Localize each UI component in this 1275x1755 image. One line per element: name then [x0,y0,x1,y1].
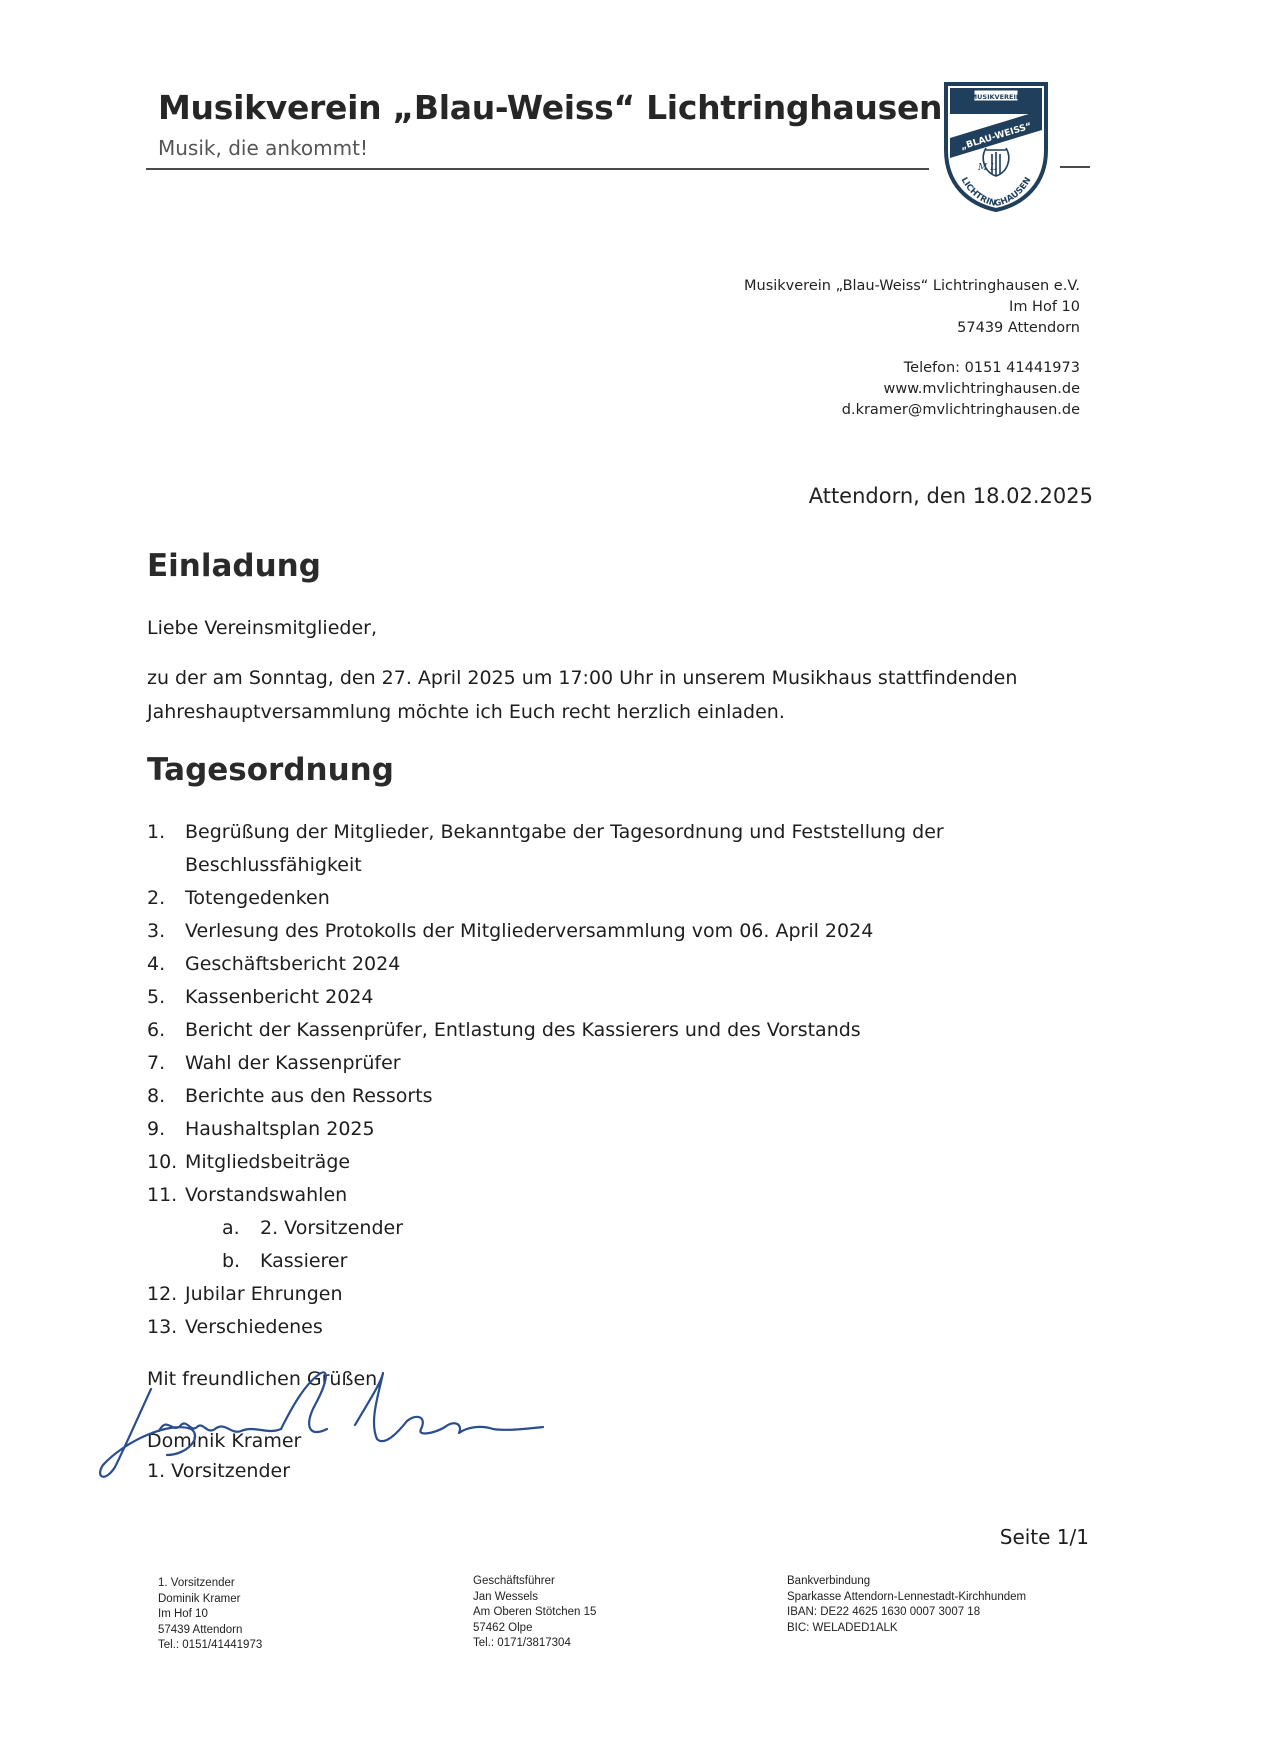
footer-manager-city: 57462 Olpe [473,1621,533,1634]
agenda-item-number: 4. [147,953,166,975]
header-divider [146,168,929,170]
agenda-item-text: Verschiedenes [185,1316,323,1338]
invitation-line-2: Jahreshauptversammlung möchte ich Euch recht herzlich einladen. [147,701,785,723]
agenda-item-number: 5. [147,986,166,1008]
agenda-item-number: 1. [147,821,166,843]
agenda-item-number: 3. [147,920,166,942]
agenda-item [147,981,1047,1014]
agenda-subitem [147,1212,1047,1245]
page-number: Seite 1/1 [999,1525,1089,1549]
agenda-heading: Tagesordnung [147,752,394,788]
agenda-item-text: Berichte aus den Ressorts [185,1085,433,1107]
agenda-item-number: 9. [147,1118,166,1140]
agenda-item-text: Totengedenken [185,887,330,909]
agenda-item-text: Begrüßung der Mitglieder, Bekanntgabe der Tagesordnung und Feststellung der [185,821,944,843]
logo-bottom-text: LICHTRINGHAUSEN [958,175,1034,210]
footer-bank [787,1574,1026,1636]
agenda-item-text: Verlesung des Protokolls der Mitgliederversammlung vom 06. April 2024 [185,920,874,942]
logo-monogram: M L [978,163,997,173]
agenda-item [147,1080,1047,1113]
agenda-item-text: Vorstandswahlen [185,1184,348,1206]
invitation-text [147,661,1107,729]
agenda-item-number: 12. [147,1283,178,1305]
signatory-role: 1. Vorsitzender [147,1460,291,1482]
agenda-item [147,948,1047,981]
agenda-item [147,1113,1047,1146]
footer-manager-phone: Tel.: 0171/3817304 [473,1637,571,1649]
footer-chair-phone: Tel.: 0151/41441973 [158,1639,263,1651]
sender-web: www.mvlichtringhausen.de [883,381,1080,397]
footer-chair-name: Dominik Kramer [158,1592,241,1605]
agenda-item [147,816,1047,882]
agenda-item-text: Jubilar Ehrungen [185,1283,343,1305]
agenda-item-text: Kassenbericht 2024 [185,986,374,1008]
header-divider-right [1060,166,1090,168]
club-logo [940,80,1052,214]
agenda-item [147,882,1047,915]
footer-chair-label: 1. Vorsitzender [158,1577,235,1589]
signatory-name: Dominik Kramer [147,1430,302,1452]
agenda-item-number: 6. [147,1019,166,1041]
sender-phone: Telefon: 0151 41441973 [903,360,1080,376]
agenda-subitem-letter: a. [222,1217,240,1239]
agenda-item-number: 10. [147,1151,178,1173]
sender-name: Musikverein „Blau-Weiss“ Lichtringhausen e.V. [744,278,1080,294]
agenda-item-text: Bericht der Kassenprüfer, Entlastung des Kassierers und des Vorstands [185,1019,861,1041]
sender-email: d.kramer@mvlichtringhausen.de [841,402,1080,418]
agenda-subitem-text: 2. Vorsitzender [260,1217,404,1239]
agenda-item-text: Geschäftsbericht 2024 [185,953,401,975]
handwritten-signature [95,1355,595,1485]
footer-bank-label: Bankverbindung [787,1575,871,1587]
agenda-subitem-letter: b. [222,1250,241,1272]
agenda-item-text-continued: Beschlussfähigkeit [185,854,362,876]
footer-chair-street: Im Hof 10 [158,1608,208,1620]
footer-chair [158,1576,262,1654]
logo-band-text: „BLAU-WEISS“ [959,121,1034,153]
footer-chair-city: 57439 Attendorn [158,1623,243,1636]
agenda-subitem-text: Kassierer [260,1250,348,1272]
closing-greeting: Mit freundlichen Grüßen [147,1368,378,1390]
agenda-item-text: Haushaltsplan 2025 [185,1118,375,1140]
agenda-item-number: 2. [147,887,166,909]
agenda-item-number: 8. [147,1085,166,1107]
organization-title: Musikverein „Blau-Weiss“ Lichtringhausen [158,88,943,127]
agenda-item [147,1047,1047,1080]
agenda-item [147,1278,1047,1311]
letter-date: Attendorn, den 18.02.2025 [808,484,1093,508]
agenda-list [147,816,1047,1344]
invitation-line-1: zu der am Sonntag, den 27. April 2025 um 17:00 Uhr in unserem Musikhaus stattfindenden [147,667,1018,689]
agenda-item [147,1146,1047,1179]
agenda-item-number: 13. [147,1316,178,1338]
agenda-item-number: 11. [147,1184,178,1206]
footer-bank-name: Sparkasse Attendorn-Lennestadt-Kirchhundem [787,1590,1027,1603]
invitation-heading: Einladung [147,548,321,584]
agenda-item-text: Wahl der Kassenprüfer [185,1052,401,1074]
agenda-item [147,1311,1047,1344]
sender-street: Im Hof 10 [1009,299,1080,315]
footer-manager-street: Am Oberen Stötchen 15 [473,1606,597,1618]
organization-slogan: Musik, die ankommt! [158,136,368,160]
agenda-item [147,915,1047,948]
sender-city: 57439 Attendorn [957,320,1080,336]
agenda-subitem [147,1245,1047,1278]
footer-manager-label: Geschäftsführer [473,1575,555,1587]
agenda-item-number: 7. [147,1052,166,1074]
logo-top-text: MUSIKVEREIN [970,93,1022,101]
agenda-item [147,1179,1047,1212]
sender-address [744,276,1080,421]
footer-bank-iban: IBAN: DE22 4625 1630 0007 3007 18 [787,1606,981,1618]
salutation: Liebe Vereinsmitglieder, [147,617,378,639]
footer-manager-name: Jan Wessels [473,1590,538,1603]
agenda-item [147,1014,1047,1047]
agenda-item-text: Mitgliedsbeiträge [185,1151,351,1173]
footer-manager [473,1574,596,1652]
footer-bank-bic: BIC: WELADED1ALK [787,1621,898,1634]
